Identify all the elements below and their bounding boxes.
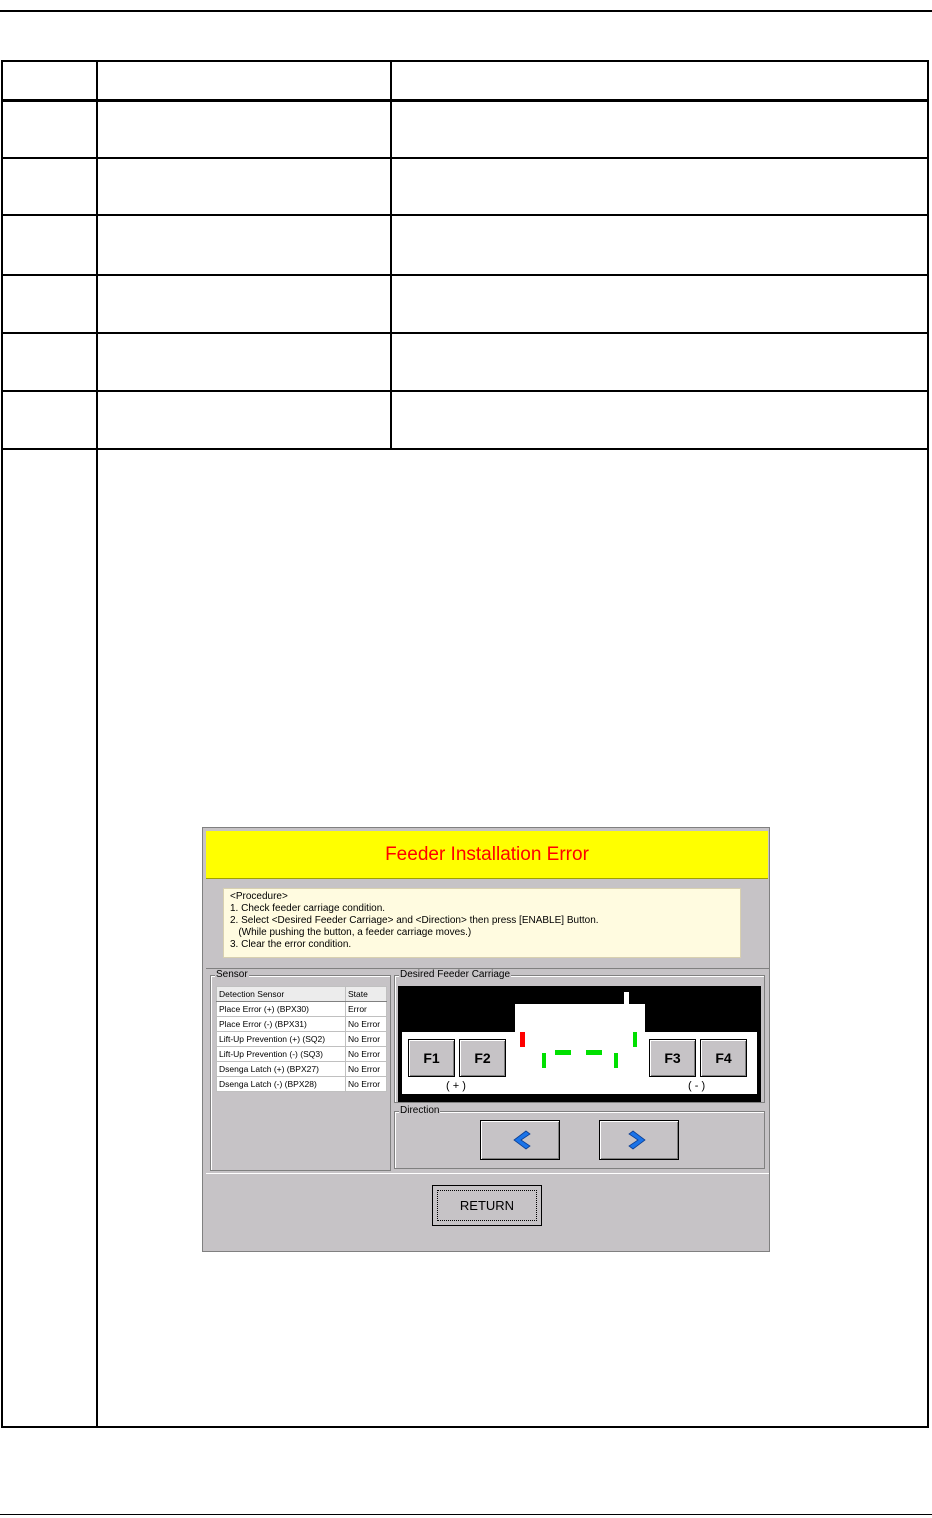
carriage-group-label: Desired Feeder Carriage: [400, 969, 511, 980]
sensor-name: Dsenga Latch (-) (BPX28): [217, 1077, 346, 1092]
sensor-state: No Error: [346, 1077, 387, 1092]
carriage-button-f2[interactable]: F2: [459, 1039, 506, 1077]
carriage-button-f4[interactable]: F4: [700, 1039, 747, 1077]
direction-group-label: Direction: [400, 1105, 440, 1116]
procedure-box: [223, 888, 741, 958]
sensor-state: No Error: [346, 1017, 387, 1032]
feeder-installation-error-dialog: [202, 827, 770, 1252]
ok-marker: [555, 1050, 571, 1055]
chevron-left-icon: [506, 1129, 534, 1151]
procedure-line: 3. Clear the error condition.: [230, 939, 352, 950]
table-col-divider: [390, 62, 392, 450]
table-row-divider: [3, 157, 927, 159]
direction-left-button[interactable]: [480, 1120, 560, 1160]
sensor-state: Error: [346, 1002, 387, 1017]
table-row: [217, 1032, 387, 1047]
plus-side-label: ( + ): [446, 1080, 466, 1092]
table-row-divider: [3, 332, 927, 334]
carriage-button-f3[interactable]: F3: [649, 1039, 696, 1077]
table-row-divider: [3, 214, 927, 216]
procedure-line: (While pushing the button, a feeder carriage moves.): [230, 927, 472, 938]
table-row: [217, 1002, 387, 1017]
table-row-divider: [3, 274, 927, 276]
table-row: [217, 1077, 387, 1092]
sensor-name: Lift-Up Prevention (+) (SQ2): [217, 1032, 346, 1047]
table-row: [217, 1062, 387, 1077]
sensor-name: Dsenga Latch (+) (BPX27): [217, 1062, 346, 1077]
carriage-group: [394, 969, 765, 1103]
ok-marker: [542, 1053, 546, 1068]
table-row-divider: [3, 99, 927, 102]
carriage-button-f1[interactable]: F1: [408, 1039, 455, 1077]
table-col-divider: [96, 62, 98, 1426]
carriage-center-block: [515, 1004, 645, 1034]
sensor-name: Place Error (-) (BPX31): [217, 1017, 346, 1032]
table-row-divider: [3, 390, 927, 392]
column-header: State: [346, 987, 387, 1002]
direction-group: [394, 1105, 765, 1169]
sensor-group: [210, 969, 391, 1171]
bottom-rule: [0, 1514, 932, 1515]
chevron-right-icon: [625, 1129, 653, 1151]
carriage-diagram: [398, 986, 761, 1102]
sensor-table: [216, 986, 387, 1092]
return-button[interactable]: [432, 1185, 542, 1226]
sensor-table-header: [217, 987, 387, 1002]
procedure-line: 2. Select <Desired Feeder Carriage> and <Direction> then press [ENABLE] Button.: [230, 915, 599, 926]
procedure-line: <Procedure>: [230, 891, 288, 902]
table-row: [217, 1017, 387, 1032]
main-panel: [206, 968, 769, 1174]
table-row: [217, 1047, 387, 1062]
direction-right-button[interactable]: [599, 1120, 679, 1160]
sensor-group-label: Sensor: [216, 969, 248, 980]
error-marker: [520, 1032, 525, 1047]
sensor-name: Lift-Up Prevention (-) (SQ3): [217, 1047, 346, 1062]
table-row-divider: [3, 448, 927, 450]
sensor-state: No Error: [346, 1047, 387, 1062]
dialog-title: Feeder Installation Error: [206, 831, 768, 879]
sensor-name: Place Error (+) (BPX30): [217, 1002, 346, 1017]
minus-side-label: ( - ): [688, 1080, 706, 1092]
ok-marker: [586, 1050, 602, 1055]
sensor-state: No Error: [346, 1062, 387, 1077]
carriage-post: [624, 992, 629, 1006]
sensor-state: No Error: [346, 1032, 387, 1047]
return-button-label: RETURN: [437, 1190, 537, 1221]
ok-marker: [614, 1053, 618, 1068]
top-rule: [0, 10, 932, 12]
procedure-line: 1. Check feeder carriage condition.: [230, 903, 386, 914]
column-header: Detection Sensor: [217, 987, 346, 1002]
ok-marker: [633, 1032, 637, 1047]
